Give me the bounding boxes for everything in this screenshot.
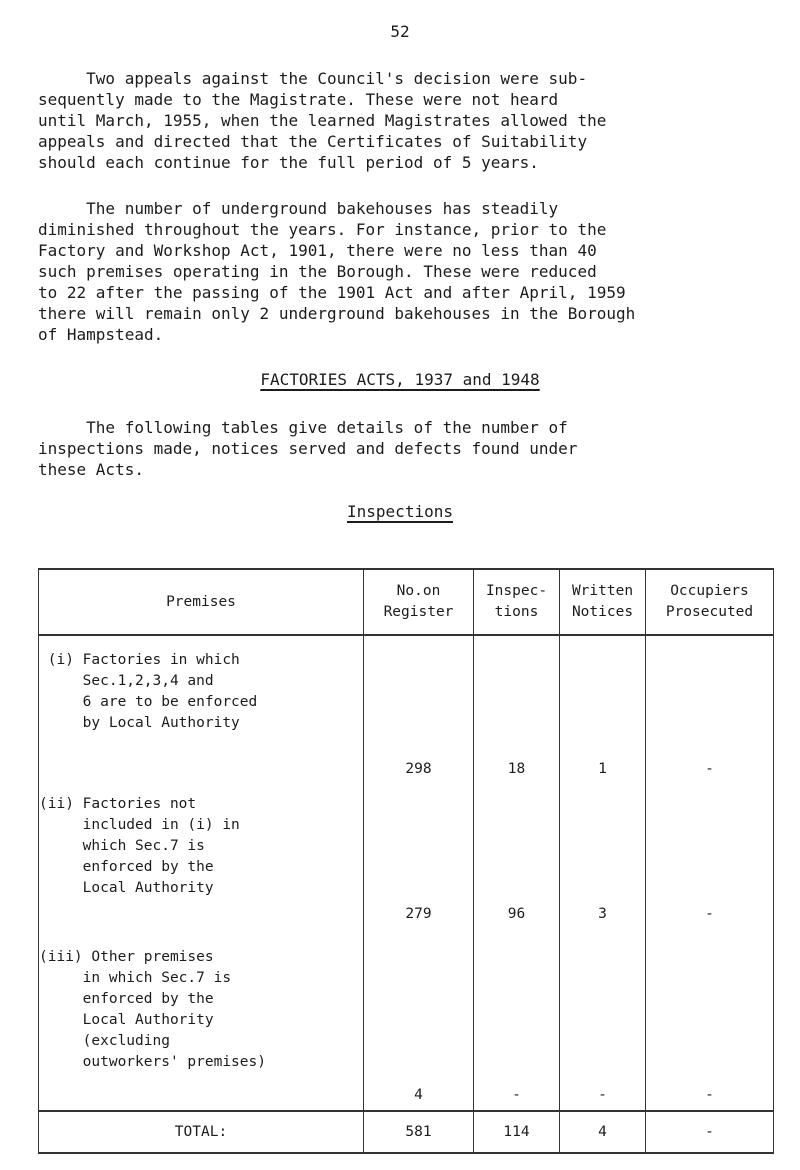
table-total-row <box>39 1111 774 1153</box>
table-row <box>39 788 774 935</box>
header-inspections: Inspec- tions <box>474 569 560 635</box>
row-label: (ii) Factories not included in (i) in which Sec.7 is enforced by the Local Authority <box>39 788 364 935</box>
text-line: until March, 1955, when the learned Magistrates allowed the <box>38 111 607 130</box>
total-inspections: 114 <box>474 1111 560 1153</box>
text-line: diminished throughout the years. For instance, prior to the <box>38 220 607 239</box>
cell-register: 4 <box>364 935 474 1111</box>
section-heading <box>0 370 800 389</box>
cell-register: 298 <box>364 635 474 788</box>
text-line: The following tables give details of the number of <box>38 418 568 437</box>
cell-notices: 1 <box>560 635 646 788</box>
header-written-notices: Written Notices <box>560 569 646 635</box>
section-heading-text: FACTORIES ACTS, 1937 and 1948 <box>260 370 540 389</box>
cell-inspections: 96 <box>474 788 560 935</box>
page-number: 52 <box>390 22 410 41</box>
text-line: inspections made, notices served and defects found under <box>38 439 578 458</box>
paragraph-bakehouses <box>38 198 758 345</box>
header-register: No.on Register <box>364 569 474 635</box>
row-label: (iii) Other premises in which Sec.7 is enforced by the Local Authority (excluding outworkers' premises) <box>39 935 364 1111</box>
table-row <box>39 635 774 788</box>
row-label: (i) Factories in which Sec.1,2,3,4 and 6 are to be enforced by Local Authority <box>39 635 364 788</box>
table-row <box>39 935 774 1111</box>
cell-inspections: 18 <box>474 635 560 788</box>
text-line: should each continue for the full period of 5 years. <box>38 153 539 172</box>
text-line: of Hampstead. <box>38 325 164 344</box>
paragraph-appeals <box>38 68 758 173</box>
cell-register: 279 <box>364 788 474 935</box>
cell-prosecuted: - <box>646 635 774 788</box>
text-line: there will remain only 2 underground bakehouses in the Borough <box>38 304 636 323</box>
text-line: appeals and directed that the Certificates of Suitability <box>38 132 588 151</box>
total-label: TOTAL: <box>39 1111 364 1153</box>
total-notices: 4 <box>560 1111 646 1153</box>
cell-prosecuted: - <box>646 935 774 1111</box>
text-line: to 22 after the passing of the 1901 Act and after April, 1959 <box>38 283 626 302</box>
text-line: Two appeals against the Council's decision were sub- <box>38 69 588 88</box>
table-heading-text: Inspections <box>347 502 453 521</box>
total-prosecuted: - <box>646 1111 774 1153</box>
text-line: sequently made to the Magistrate. These were not heard <box>38 90 559 109</box>
table-header-row <box>39 569 774 635</box>
header-occupiers-prosecuted: Occupiers Prosecuted <box>646 569 774 635</box>
paragraph-tables-intro <box>38 417 758 480</box>
text-line: Factory and Workshop Act, 1901, there were no less than 40 <box>38 241 597 260</box>
cell-notices: 3 <box>560 788 646 935</box>
total-register: 581 <box>364 1111 474 1153</box>
cell-prosecuted: - <box>646 788 774 935</box>
table-heading <box>0 502 800 521</box>
header-premises: Premises <box>39 569 364 635</box>
cell-inspections: - <box>474 935 560 1111</box>
inspections-table <box>38 568 774 1154</box>
text-line: these Acts. <box>38 460 144 479</box>
text-line: The number of underground bakehouses has steadily <box>38 199 559 218</box>
text-line: such premises operating in the Borough. These were reduced <box>38 262 597 281</box>
cell-notices: - <box>560 935 646 1111</box>
